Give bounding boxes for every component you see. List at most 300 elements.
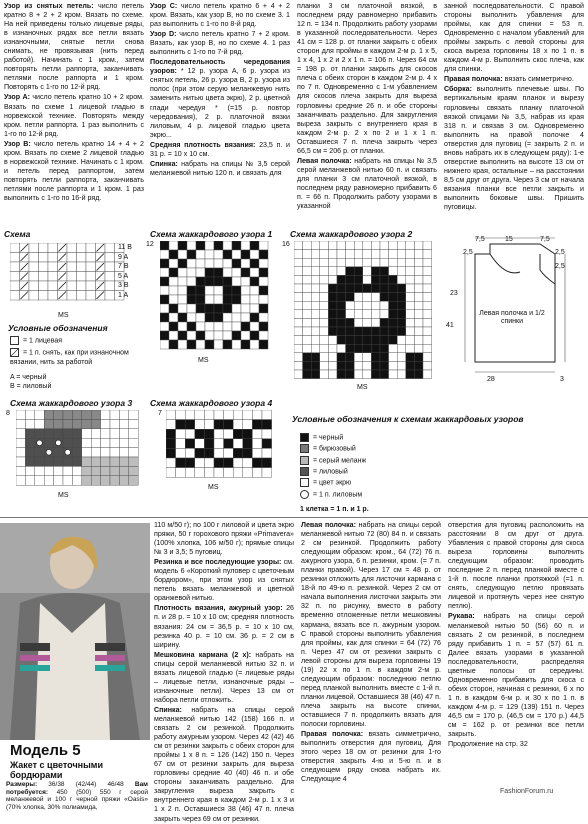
chart-cell: [178, 250, 187, 259]
chart-cell: [380, 284, 389, 293]
chart-cell: [54, 457, 63, 466]
paragraph-heading: Узор A:: [4, 93, 30, 102]
chart-cell: [224, 410, 234, 420]
chart-cell: [389, 353, 398, 362]
chart-cell: [303, 361, 312, 370]
chart-cell: [337, 353, 346, 362]
measure-label: 28: [487, 376, 495, 383]
chart-cell: [320, 336, 329, 345]
chart-cell: [337, 344, 346, 353]
chart-cell: [243, 429, 253, 439]
paragraph-heading: Узор из снятых петель:: [4, 2, 94, 10]
chart-cell: [39, 262, 49, 272]
chart-cell: [101, 410, 110, 419]
chart-cell: [187, 259, 196, 268]
chart-cell: [214, 277, 223, 286]
chart-cell: [214, 410, 224, 420]
chart-cell: [86, 272, 96, 282]
chart-cell: [397, 370, 406, 379]
chart-cell: [320, 284, 329, 293]
chart-cell: [223, 277, 232, 286]
chart-cell: [91, 419, 100, 428]
chart-cell: [48, 291, 58, 301]
chart-cell: [406, 318, 415, 327]
chart-cell: [214, 295, 223, 304]
chart-cell: [380, 267, 389, 276]
paragraph: [448, 521, 584, 611]
chart-cell: [233, 429, 243, 439]
legend-right-label: = 1 п. лиловым: [313, 491, 363, 499]
purple-stitch-mark: [37, 440, 43, 446]
scheme3-title: Схема жаккардового узора 3: [10, 398, 133, 408]
scheme2-title: Схема жаккардового узора 2: [290, 229, 413, 239]
chart-cell: [406, 284, 415, 293]
chart-cell: [328, 361, 337, 370]
chart-cell: [252, 429, 262, 439]
chart-cell: [346, 241, 355, 250]
chart-cell: [29, 291, 39, 301]
chart-cell: [232, 286, 241, 295]
chart-cell: [187, 241, 196, 250]
chart-cell: [311, 327, 320, 336]
legend-slip-item: = 1 п. снять, как при изнаночном вязании, нить за работой: [10, 349, 129, 366]
chart-cell: [178, 268, 187, 277]
chart-cell: [196, 277, 205, 286]
chart-cell: [86, 291, 96, 301]
chart-cell: [423, 275, 432, 284]
chart-cell: [119, 466, 128, 475]
chart-cell: [414, 370, 423, 379]
chart-cell: [371, 258, 380, 267]
chart-cell: [346, 336, 355, 345]
chart-cell: [337, 250, 346, 259]
chart-cell: [187, 277, 196, 286]
chart-cell: [35, 448, 44, 457]
chart-cell: [214, 250, 223, 259]
chart-cell: [259, 268, 268, 277]
chart-cell: [320, 370, 329, 379]
chart-cell: [363, 327, 372, 336]
chart-cell: [294, 336, 303, 345]
chart-cell: [363, 284, 372, 293]
legend-left-title: Условные обозначения: [8, 323, 108, 333]
paragraph: [297, 157, 437, 211]
legend-right-item: [300, 478, 430, 487]
chart-cell: [187, 313, 196, 322]
chart-cell: [160, 313, 169, 322]
scheme4-chart: [166, 410, 274, 480]
chart-cell: [160, 340, 169, 349]
chart-cell: [44, 476, 53, 485]
chart-cell: [169, 241, 178, 250]
chart-cell: [101, 438, 110, 447]
chart-cell: [224, 429, 234, 439]
chart-cell: [311, 318, 320, 327]
chart-cell: [25, 466, 34, 475]
chart-cell: [119, 448, 128, 457]
chart-cell: [414, 361, 423, 370]
scheme2-ms: MS: [357, 384, 368, 391]
chart-cell: [101, 466, 110, 475]
chart-cell: [214, 322, 223, 331]
chart-cell: [328, 250, 337, 259]
chart-cell: [196, 322, 205, 331]
legend-color-b: B = лиловый: [10, 382, 52, 390]
chart-cell: [241, 259, 250, 268]
chart-cell: [232, 340, 241, 349]
chart-cell: [160, 304, 169, 313]
scheme-main-title: Схема: [4, 229, 31, 239]
chart-cell: [29, 281, 39, 291]
chart-cell: [328, 293, 337, 302]
chart-cell: [389, 318, 398, 327]
chart-cell: [176, 439, 186, 449]
paragraph-heading: Последовательность чередования узоров:: [150, 58, 290, 76]
chart-cell: [91, 457, 100, 466]
chart-cell: [328, 267, 337, 276]
chart-cell: [363, 301, 372, 310]
legend-right-item: [300, 444, 430, 453]
chart-cell: [250, 331, 259, 340]
chart-cell: [423, 267, 432, 276]
chart-cell: [77, 281, 87, 291]
chart-cell: [243, 468, 253, 478]
chart-cell: [233, 458, 243, 468]
chart-cell: [328, 275, 337, 284]
chart-cell: [320, 250, 329, 259]
chart-cell: [259, 313, 268, 322]
chart-cell: [397, 293, 406, 302]
chart-cell: [63, 410, 72, 419]
paragraph-heading: Правая полочка:: [444, 75, 503, 84]
chart-cell: [10, 291, 20, 301]
legend-right-item: [300, 467, 430, 476]
chart-cell: [39, 291, 49, 301]
chart-cell: [25, 438, 34, 447]
paragraph-heading: Спинка:: [150, 159, 178, 168]
chart-cell: [337, 370, 346, 379]
chart-cell: [119, 429, 128, 438]
paragraph: [444, 75, 584, 84]
chart-cell: [241, 277, 250, 286]
chart-cell: [39, 243, 49, 253]
chart-cell: [397, 258, 406, 267]
chart-cell: [320, 301, 329, 310]
model-photo-illustration: [0, 523, 150, 740]
chart-cell: [414, 241, 423, 250]
chart-cell: [363, 275, 372, 284]
chart-cell: [414, 258, 423, 267]
chart-cell: [250, 340, 259, 349]
chart-cell: [371, 336, 380, 345]
top-column-4: [444, 2, 584, 222]
chart-cell: [354, 284, 363, 293]
chart-cell: [10, 253, 20, 263]
chart-cell: [354, 370, 363, 379]
chart-cell: [337, 310, 346, 319]
chart-cell: [204, 429, 214, 439]
chart-cell: [178, 322, 187, 331]
chart-cell: [241, 241, 250, 250]
chart-cell: [328, 336, 337, 345]
row-label: 1 A: [118, 291, 129, 299]
model-photo: [0, 523, 150, 740]
chart-cell: [259, 340, 268, 349]
chart-cell: [423, 284, 432, 293]
chart-cell: [241, 322, 250, 331]
scheme2-row-number: 16: [282, 241, 290, 248]
chart-cell: [169, 295, 178, 304]
chart-cell: [39, 272, 49, 282]
chart-cell: [223, 241, 232, 250]
row-label: 11 B: [118, 244, 132, 251]
chart-cell: [252, 458, 262, 468]
chart-cell: [204, 420, 214, 430]
chart-cell: [196, 313, 205, 322]
chart-cell: [294, 310, 303, 319]
chart-cell: [16, 476, 25, 485]
chart-cell: [196, 259, 205, 268]
chart-cell: [346, 293, 355, 302]
chart-cell: [176, 429, 186, 439]
chart-cell: [363, 344, 372, 353]
chart-cell: [328, 318, 337, 327]
paragraph-text: число петель кратно 6 + 4 + 2 кром. Вязать, как узор B, но по схеме 3. 1 раз выполнить с 1-го по 8-й ряд.: [150, 2, 290, 29]
chart-cell: [406, 293, 415, 302]
chart-cell: [406, 301, 415, 310]
chart-cell: [252, 448, 262, 458]
chart-cell: [232, 331, 241, 340]
chart-cell: [224, 458, 234, 468]
chart-cell: [223, 304, 232, 313]
chart-cell: [224, 448, 234, 458]
legend-left: [10, 336, 140, 391]
chart-cell: [371, 284, 380, 293]
chart-cell: [72, 448, 81, 457]
paragraph-text: * 12 р. узора A, 6 р. узора из снятых петель, 26 р. узора B, 2 р. узора из полос (при этом серую меланжевую нить заменить нитью цвета экрю), 2 р. цветной глади чередуя * (=15 р. повтор чередования), 2 р. платочной вязки лиловым, 4 р. лицевой гладью цвета экрю...: [150, 67, 290, 139]
chart-cell: [294, 344, 303, 353]
chart-cell: [82, 476, 91, 485]
paragraph-text: 26 п. и 28 р. = 10 х 10 см; средняя плотность вязания: 24 см = 36,5 р. = 10 х 10 см, резинка 40 р. = 10 см. 36 р. = 2 см в ширину.: [154, 604, 294, 649]
chart-cell: [35, 466, 44, 475]
chart-cell: [303, 336, 312, 345]
paragraph-heading: Узор D:: [150, 30, 177, 39]
chart-cell: [214, 458, 224, 468]
paragraph: [154, 706, 294, 824]
paragraph-text: набрать на спицы серой меланжевой нитью 142 (158) 166 п. и связать 2 см резинкой. Продолжить работу ажурным узором. Через 42 (42) 46 см от резинки закрыть с обеих сторон для проймы 1 х 8 п. = 126 (142) 150 п. Через 67 см от резинки закрыть для выреза горловины средние 40 (40) 46 п. и обе стороны заканчивать раздельно. Для закругления выреза закрыть с внутреннего края в каждом 2-м р. 1 х 3 и 1 х 2 п. Оставшиеся 38 (46) 47 п. плеча закрыть через 69 см от резинки.: [154, 705, 294, 823]
row-label: 7 B: [118, 263, 129, 270]
paragraph-heading: Спинка:: [154, 705, 182, 714]
chart-cell: [10, 243, 20, 253]
scheme1-title: Схема жаккардового узора 1: [150, 229, 273, 239]
legend-knit-item: = 1 лицевая: [10, 336, 140, 345]
chart-cell: [397, 361, 406, 370]
chart-cell: [169, 268, 178, 277]
chart-cell: [389, 361, 398, 370]
chart-cell: [259, 277, 268, 286]
chart-cell: [363, 361, 372, 370]
pattern-diagram-label: Левая полочка и 1/2 спинки: [479, 310, 545, 325]
chart-cell: [397, 336, 406, 345]
chart-cell: [303, 258, 312, 267]
chart-cell: [320, 267, 329, 276]
chart-cell: [25, 476, 34, 485]
chart-cell: [169, 250, 178, 259]
chart-cell: [243, 448, 253, 458]
chart-cell: [224, 468, 234, 478]
chart-cell: [294, 318, 303, 327]
chart-cell: [63, 466, 72, 475]
chart-cell: [54, 476, 63, 485]
top-column-3: [297, 2, 437, 222]
chart-cell: [214, 259, 223, 268]
chart-cell: [67, 272, 77, 282]
chart-cell: [311, 293, 320, 302]
sizes-label: Размеры:: [6, 781, 38, 788]
chart-cell: [67, 262, 77, 272]
paragraph-text: набрать на спицы № 3,5 серой меланжевой нитью 120 п. и связать для: [150, 159, 290, 177]
scheme2-chart: [294, 241, 438, 381]
chart-cell: [380, 327, 389, 336]
chart-cell: [166, 458, 176, 468]
chart-cell: [406, 241, 415, 250]
chart-cell: [303, 310, 312, 319]
chart-cell: [185, 410, 195, 420]
chart-cell: [101, 419, 110, 428]
chart-cell: [250, 322, 259, 331]
paragraph: [154, 651, 294, 705]
legend-color-a: A = черный: [10, 373, 47, 381]
purple-stitch-mark: [65, 450, 71, 456]
chart-cell: [205, 322, 214, 331]
chart-cell: [346, 258, 355, 267]
chart-cell: [223, 286, 232, 295]
chart-cell: [101, 457, 110, 466]
chart-cell: [423, 258, 432, 267]
chart-cell: [328, 370, 337, 379]
chart-cell: [406, 258, 415, 267]
chart-cell: [389, 370, 398, 379]
chart-cell: [39, 253, 49, 263]
chart-cell: [25, 429, 34, 438]
purple-stitch-mark: [46, 450, 52, 456]
chart-cell: [195, 420, 205, 430]
chart-cell: [320, 275, 329, 284]
chart-cell: [110, 410, 119, 419]
chart-cell: [82, 419, 91, 428]
chart-cell: [397, 318, 406, 327]
chart-cell: [166, 468, 176, 478]
chart-cell: [414, 327, 423, 336]
paragraph: [448, 740, 584, 749]
bottom-column-2: [301, 521, 441, 799]
chart-cell: [423, 250, 432, 259]
chart-cell: [187, 304, 196, 313]
chart-cell: [371, 361, 380, 370]
chart-cell: [243, 420, 253, 430]
chart-cell: [16, 457, 25, 466]
chart-cell: [105, 281, 115, 291]
color-swatch: [300, 433, 309, 442]
chart-cell: [241, 331, 250, 340]
chart-cell: [160, 322, 169, 331]
chart-cell: [380, 275, 389, 284]
chart-cell: [25, 457, 34, 466]
chart-cell: [110, 448, 119, 457]
chart-cell: [214, 439, 224, 449]
chart-cell: [214, 468, 224, 478]
chart-cell: [363, 318, 372, 327]
chart-cell: [363, 353, 372, 362]
scheme1-ms: MS: [198, 357, 209, 364]
chart-cell: [311, 336, 320, 345]
chart-cell: [371, 293, 380, 302]
chart-cell: [204, 458, 214, 468]
paragraph: [301, 730, 441, 784]
chart-cell: [346, 250, 355, 259]
chart-cell: [91, 476, 100, 485]
chart-cell: [328, 327, 337, 336]
chart-cell: [25, 419, 34, 428]
chart-cell: [262, 439, 272, 449]
paragraph-text: отверстия для пуговиц расположить на расстоянии 8 см друг от друга. Убавления с правой стороны для скоса выреза горловины выполнить следующим образом: проводить последние 2 п. перед планкой вместе с 1-й п. после планки протяжкой (=1 п. снять, следующую петлю провязать лицевой и протянуть через нее снятую петлю).: [448, 521, 584, 611]
chart-cell: [303, 275, 312, 284]
paragraph-text: вязать симметрично, выполнить отверстия для пуговиц. Для этого через 18 см от резинки для 1-го отверстия закрыть 4-ю и 5-ю п. и в следующем ряду снова набрать их. Следующие 4: [301, 730, 442, 784]
chart-cell: [160, 331, 169, 340]
chart-cell: [414, 344, 423, 353]
paragraph-text: планки 3 см платочной вязкой, в последнем ряду равномерно прибавить 12 п. = 134 п. Продолжить работу узорами в указанной последовательности. Через 41 см = 128 р. от планки закрыть с обеих сторон для проймы в каждом 2-м р. 1 х 5, 1 х 4, 1 х 2 и 2 х 1 п. = 106 п. Через 64 см = 198 р. от планки закрыть для скосов плеча с обеих сторон в каждом 2-м р. 4 х по 7 п. Одновременно с 1-м убавлением для скосов плеча закрыть для выреза горловины средние 26 п. и обе стороны заканчивать раздельно. Для закругления выреза закрыть с внутреннего края в каждом 2-м р. 2 х по 2 и 1 х 1 п. Оставшиеся 7 п. плеча закрыть через 66,5 см = 206 р. от планки.: [297, 2, 437, 155]
chart-cell: [205, 304, 214, 313]
chart-cell: [25, 410, 34, 419]
chart-cell: [294, 353, 303, 362]
chart-cell: [337, 258, 346, 267]
chart-cell: [354, 310, 363, 319]
chart-cell: [262, 458, 272, 468]
chart-cell: [77, 262, 87, 272]
chart-cell: [35, 429, 44, 438]
measure-label: 41: [446, 322, 454, 329]
chart-cell: [233, 410, 243, 420]
scheme4-title: Схема жаккардового узора 4: [150, 398, 273, 408]
needs-label: Вам потребуется:: [6, 781, 148, 796]
chart-cell: [311, 361, 320, 370]
chart-cell: [185, 420, 195, 430]
chart-cell: [196, 268, 205, 277]
chart-cell: [337, 293, 346, 302]
measure-label: 7,5: [475, 236, 485, 243]
chart-cell: [406, 250, 415, 259]
chart-cell: [86, 281, 96, 291]
chart-cell: [371, 310, 380, 319]
measure-label: 2,5: [555, 263, 565, 270]
chart-cell: [223, 313, 232, 322]
chart-cell: [110, 419, 119, 428]
chart-cell: [129, 419, 138, 428]
chart-cell: [397, 327, 406, 336]
chart-cell: [252, 410, 262, 420]
measure-label: 23: [450, 290, 458, 297]
knit-swatch: [10, 336, 19, 345]
chart-cell: [337, 301, 346, 310]
chart-cell: [214, 331, 223, 340]
chart-cell: [303, 318, 312, 327]
chart-cell: [67, 291, 77, 301]
chart-cell: [294, 293, 303, 302]
chart-cell: [250, 241, 259, 250]
chart-cell: [320, 344, 329, 353]
chart-cell: [243, 439, 253, 449]
chart-cell: [423, 361, 432, 370]
